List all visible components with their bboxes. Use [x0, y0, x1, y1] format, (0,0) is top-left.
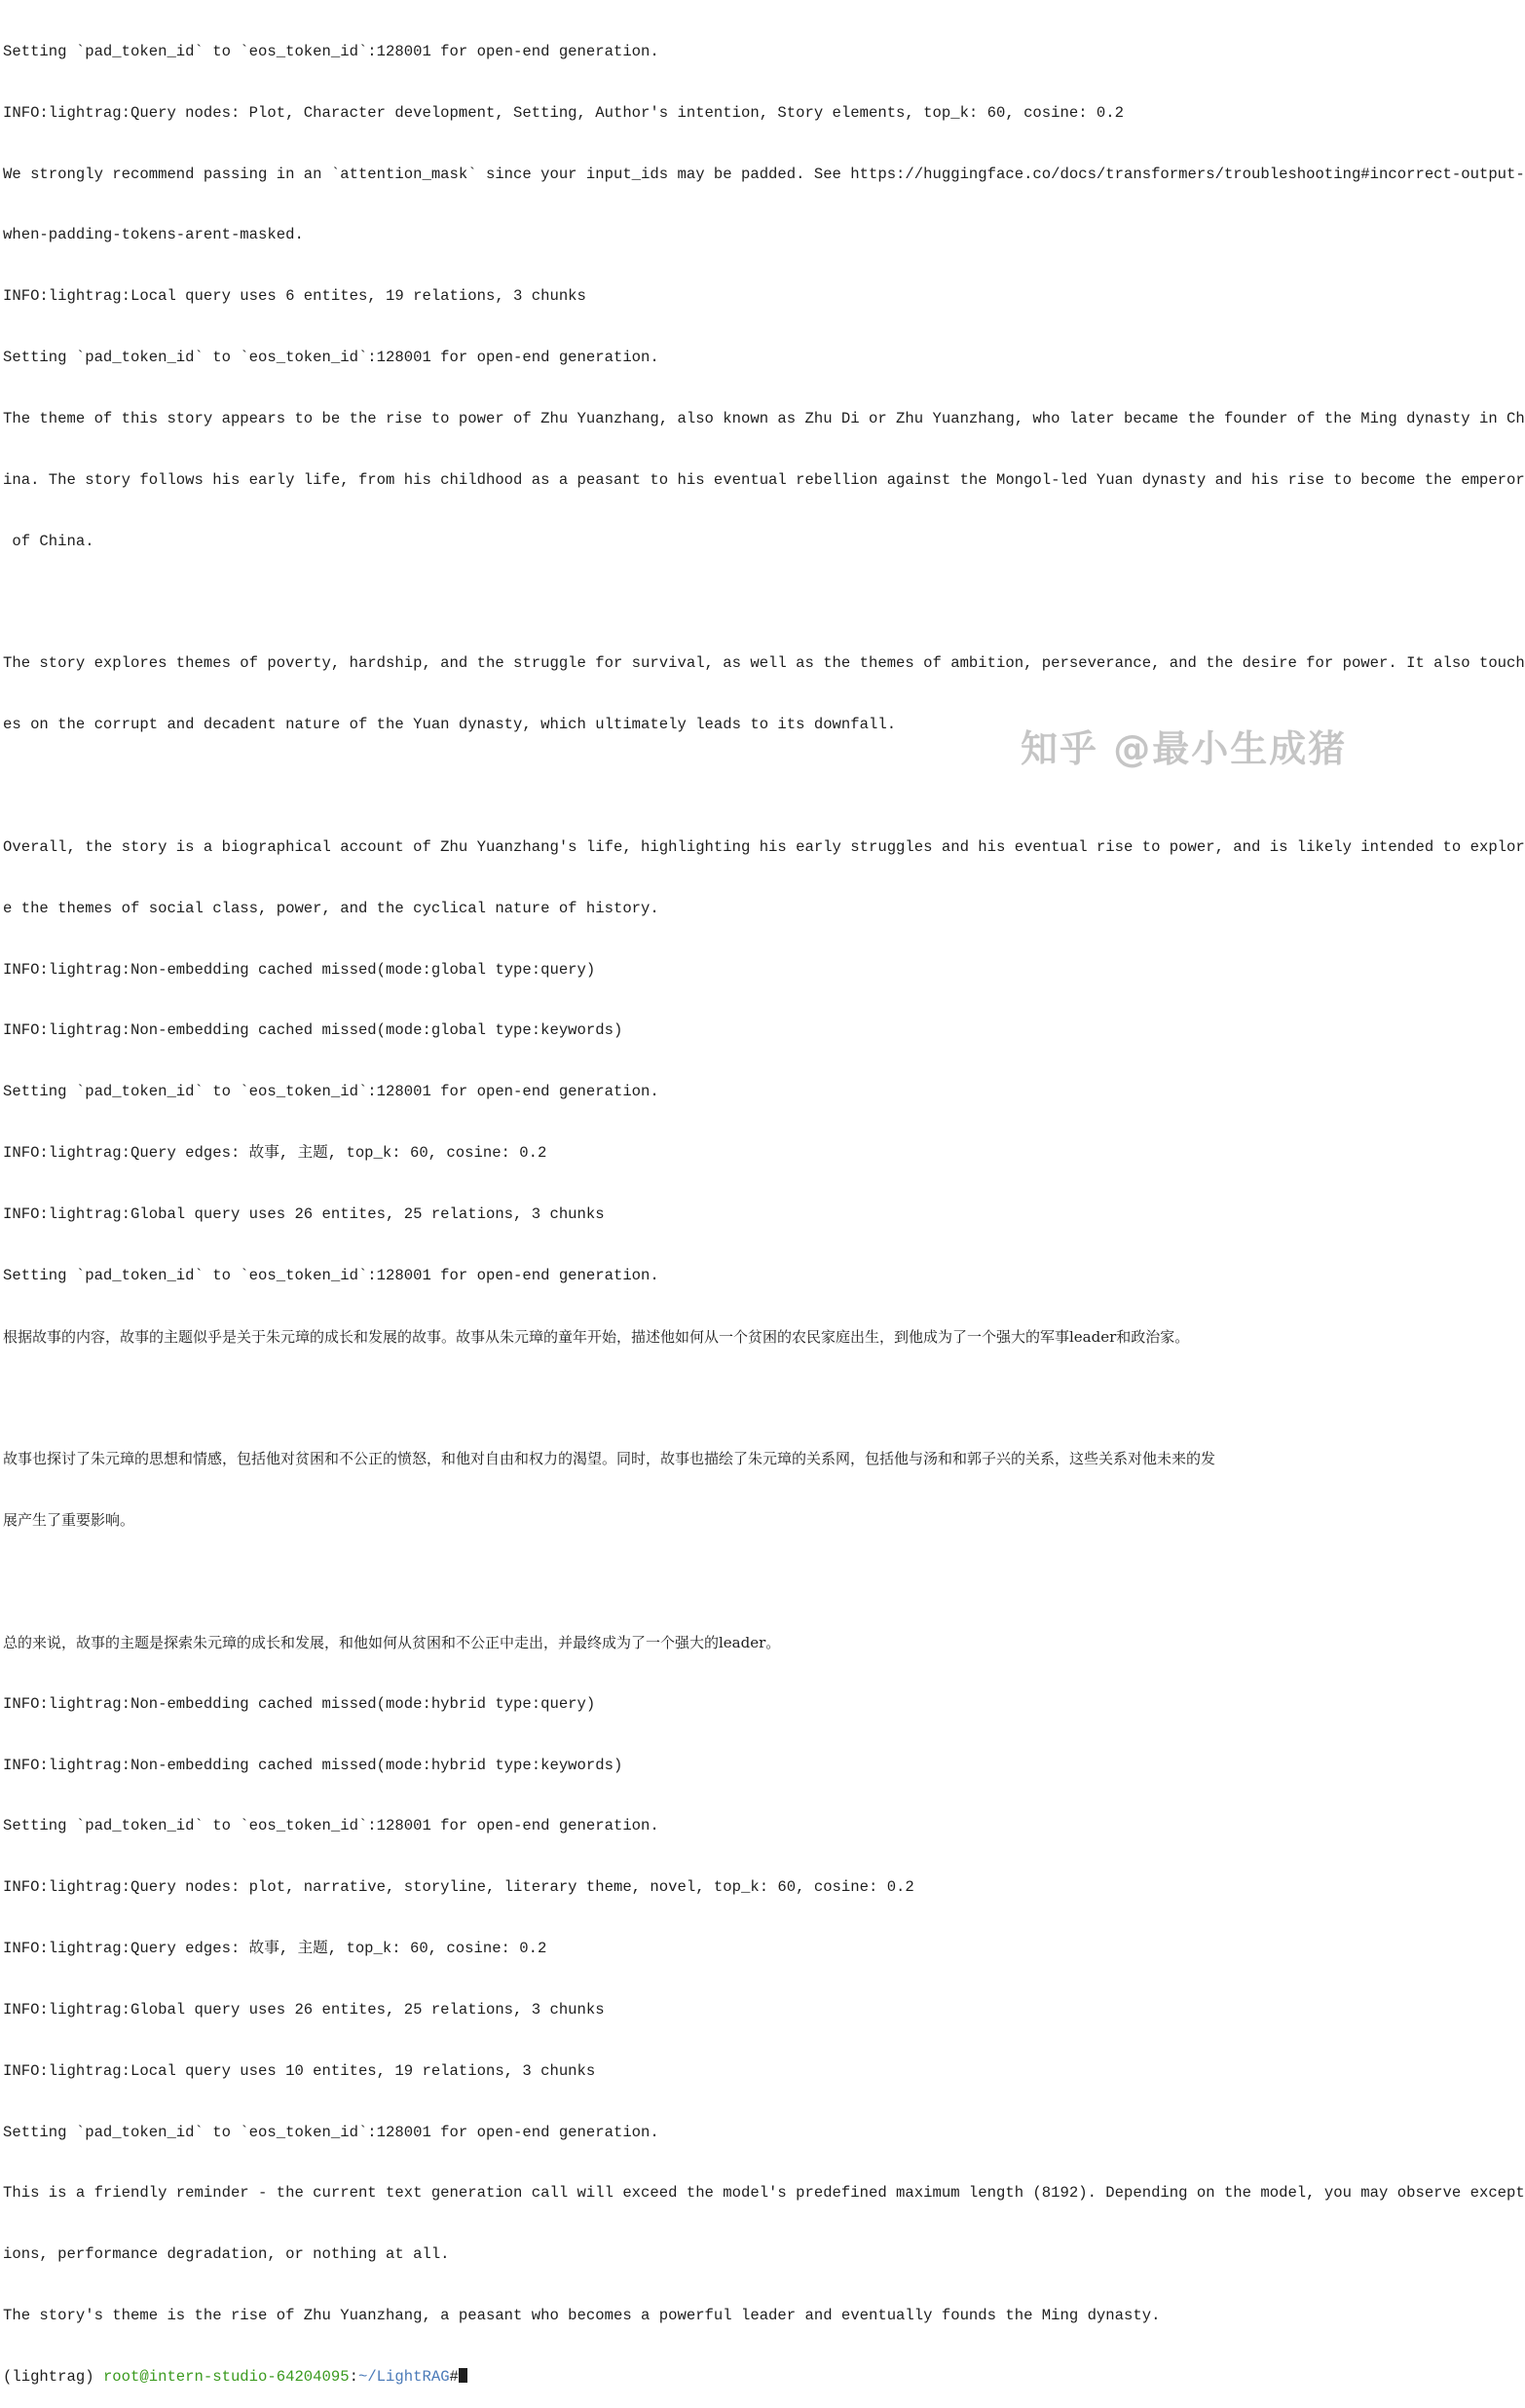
terminal-line: INFO:lightrag:Non-embedding cached missed(mode:hybrid type:query): [3, 1694, 596, 1713]
zhihu-watermark: 知乎 @最小生成猪: [1021, 727, 1348, 770]
terminal-line: of China.: [3, 532, 94, 550]
shell-prompt[interactable]: [3, 2367, 1376, 2388]
terminal-line: The theme of this story appears to be the rise to power of Zhu Yuanzhang, also known as Zhu Di or Zhu Yuanzhang, who later became the founder of the Ming dynasty in Ch: [3, 409, 1525, 427]
terminal-line: INFO:lightrag:Query edges: 故事, 主题, top_k: 60, cosine: 0.2: [3, 1144, 547, 1163]
terminal-line: INFO:lightrag:Non-embedding cached missed(mode:global type:keywords): [3, 1021, 623, 1040]
terminal-line: INFO:lightrag:Local query uses 6 entites, 19 relations, 3 chunks: [3, 287, 586, 306]
terminal-line: e the themes of social class, power, and the cyclical nature of history.: [3, 899, 659, 917]
terminal-line: Setting `pad_token_id` to `eos_token_id`:128001 for open-end generation.: [3, 42, 659, 60]
terminal-line: INFO:lightrag:Non-embedding cached missed(mode:global type:query): [3, 960, 596, 979]
cursor-block: [459, 2368, 467, 2383]
terminal-line: Setting `pad_token_id` to `eos_token_id`:128001 for open-end generation.: [3, 1083, 659, 1101]
prompt-user-host: root@intern-studio-64204095: [102, 2367, 350, 2386]
terminal-line: Setting `pad_token_id` to `eos_token_id`:128001 for open-end generation.: [3, 1266, 659, 1284]
terminal-line: INFO:lightrag:Global query uses 26 entites, 25 relations, 3 chunks: [3, 2000, 605, 2019]
terminal-line: [3, 593, 1376, 613]
terminal-line: when-padding-tokens-arent-masked.: [3, 226, 304, 244]
terminal-line: 总的来说，故事的主题是探索朱元璋的成长和发展，和他如何从贫困和不公正中走出，并最终成为了一个强大的leader。: [3, 1633, 781, 1651]
prompt-path: ~/LightRAG: [357, 2367, 450, 2386]
terminal-line: [3, 1388, 1376, 1408]
terminal-line: es on the corrupt and decadent nature of the Yuan dynasty, which ultimately leads to its downfall.: [3, 716, 897, 734]
terminal-line: [3, 776, 1376, 796]
terminal-line: Setting `pad_token_id` to `eos_token_id`:128001 for open-end generation.: [3, 1817, 659, 1835]
prompt-symbol: #: [449, 2367, 459, 2386]
terminal-line: 故事也探讨了朱元璋的思想和情感，包括他对贫困和不公正的愤怒，和他对自由和权力的渴望。同时，故事也描绘了朱元璋的关系网，包括他与汤和和郭子兴的关系，这些关系对他未来的发: [3, 1450, 1216, 1468]
terminal-line: ina. The story follows his early life, from his childhood as a peasant to his eventual rebellion against the Mongol-led Yuan dynasty and his rise to become the emperor: [3, 470, 1525, 489]
terminal-line: INFO:lightrag:Global query uses 26 entites, 25 relations, 3 chunks: [3, 1204, 605, 1223]
prompt-env: (lightrag): [3, 2367, 103, 2386]
prompt-separator: :: [349, 2367, 358, 2386]
terminal-line: The story explores themes of poverty, hardship, and the struggle for survival, as well as the themes of ambition, perseverance, and the desire for power. It also touch: [3, 654, 1525, 673]
terminal-line: INFO:lightrag:Query edges: 故事, 主题, top_k: 60, cosine: 0.2: [3, 1940, 547, 1958]
terminal-line: 根据故事的内容，故事的主题似乎是关于朱元璋的成长和发展的故事。故事从朱元璋的童年开始，描述他如何从一个贫困的农民家庭出生，到他成为了一个强大的军事leader和政治家。: [3, 1327, 1190, 1346]
terminal-line: Setting `pad_token_id` to `eos_token_id`:128001 for open-end generation.: [3, 349, 659, 367]
terminal-line: [3, 1572, 1376, 1592]
terminal-line: We strongly recommend passing in an `attention_mask` since your input_ids may be padded. See https://huggingface.co/docs/transformers/troubleshooting#incorrect-output-: [3, 165, 1525, 183]
terminal-line: Overall, the story is a biographical account of Zhu Yuanzhang's life, highlighting his early struggles and his eventual rise to power, and is likely intended to explor: [3, 837, 1525, 856]
terminal-line: 展产生了重要影响。: [3, 1511, 135, 1530]
terminal-line: INFO:lightrag:Non-embedding cached missed(mode:hybrid type:keywords): [3, 1756, 623, 1774]
terminal-line: The story's theme is the rise of Zhu Yuanzhang, a peasant who becomes a powerful leader and eventually founds the Ming dynasty.: [3, 2307, 1161, 2325]
terminal-line: INFO:lightrag:Query nodes: Plot, Character development, Setting, Author's intention, Story elements, top_k: 60, cosine: 0.2: [3, 103, 1125, 122]
terminal-output[interactable]: [3, 1, 1525, 2408]
terminal-line: ions, performance degradation, or nothing at all.: [3, 2245, 450, 2264]
terminal-line: This is a friendly reminder - the current text generation call will exceed the model's predefined maximum length (8192). Depending on the model, you may observe except: [3, 2184, 1525, 2203]
terminal-line: INFO:lightrag:Query nodes: plot, narrative, storyline, literary theme, novel, top_k: 60, cosine: 0.2: [3, 1878, 914, 1897]
terminal-line: Setting `pad_token_id` to `eos_token_id`:128001 for open-end generation.: [3, 2123, 659, 2141]
terminal-line: INFO:lightrag:Local query uses 10 entites, 19 relations, 3 chunks: [3, 2061, 596, 2080]
